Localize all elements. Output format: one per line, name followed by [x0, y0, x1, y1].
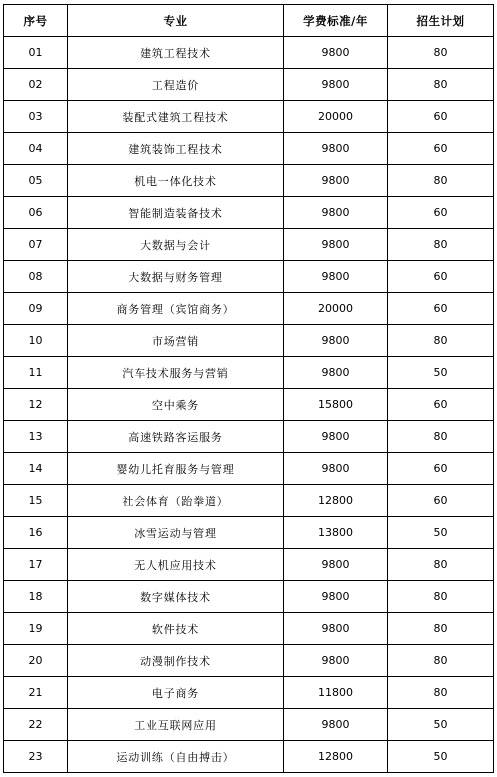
cell-no: 15	[4, 485, 68, 517]
table-row	[4, 645, 494, 677]
cell-fee: 9800	[284, 133, 388, 165]
cell-plan: 60	[388, 133, 494, 165]
header-fee: 学费标准/年	[284, 5, 388, 37]
cell-fee: 20000	[284, 101, 388, 133]
cell-fee: 9800	[284, 69, 388, 101]
table-row	[4, 517, 494, 549]
cell-major: 婴幼儿托育服务与管理	[68, 453, 284, 485]
cell-fee: 9800	[284, 613, 388, 645]
cell-plan: 60	[388, 261, 494, 293]
cell-major: 工程造价	[68, 69, 284, 101]
cell-fee: 15800	[284, 389, 388, 421]
table-row	[4, 101, 494, 133]
cell-major: 市场营销	[68, 325, 284, 357]
cell-plan: 60	[388, 101, 494, 133]
table-row	[4, 453, 494, 485]
cell-major: 机电一体化技术	[68, 165, 284, 197]
cell-fee: 9800	[284, 709, 388, 741]
cell-major: 工业互联网应用	[68, 709, 284, 741]
cell-fee: 9800	[284, 37, 388, 69]
table-row	[4, 581, 494, 613]
cell-plan: 80	[388, 325, 494, 357]
cell-major: 社会体育（跆拳道）	[68, 485, 284, 517]
cell-major: 大数据与财务管理	[68, 261, 284, 293]
table-row	[4, 741, 494, 773]
cell-fee: 9800	[284, 357, 388, 389]
header-no: 序号	[4, 5, 68, 37]
cell-fee: 9800	[284, 325, 388, 357]
cell-no: 06	[4, 197, 68, 229]
cell-no: 01	[4, 37, 68, 69]
cell-plan: 80	[388, 549, 494, 581]
cell-no: 09	[4, 293, 68, 325]
cell-plan: 80	[388, 421, 494, 453]
cell-major: 数字媒体技术	[68, 581, 284, 613]
table-row	[4, 485, 494, 517]
table-row	[4, 357, 494, 389]
cell-no: 08	[4, 261, 68, 293]
cell-major: 高速铁路客运服务	[68, 421, 284, 453]
cell-fee: 12800	[284, 741, 388, 773]
cell-no: 12	[4, 389, 68, 421]
cell-no: 03	[4, 101, 68, 133]
table-row	[4, 261, 494, 293]
cell-no: 18	[4, 581, 68, 613]
cell-plan: 80	[388, 37, 494, 69]
cell-no: 17	[4, 549, 68, 581]
table-row	[4, 293, 494, 325]
cell-fee: 9800	[284, 197, 388, 229]
header-row	[4, 5, 494, 37]
cell-major: 商务管理（宾馆商务）	[68, 293, 284, 325]
cell-no: 02	[4, 69, 68, 101]
cell-fee: 9800	[284, 581, 388, 613]
cell-no: 07	[4, 229, 68, 261]
cell-major: 装配式建筑工程技术	[68, 101, 284, 133]
cell-no: 23	[4, 741, 68, 773]
cell-plan: 80	[388, 677, 494, 709]
cell-major: 无人机应用技术	[68, 549, 284, 581]
table-row	[4, 549, 494, 581]
cell-fee: 9800	[284, 261, 388, 293]
table-row	[4, 133, 494, 165]
table-row	[4, 389, 494, 421]
table-row	[4, 421, 494, 453]
table-row	[4, 677, 494, 709]
cell-plan: 80	[388, 69, 494, 101]
cell-plan: 80	[388, 165, 494, 197]
table-row	[4, 197, 494, 229]
cell-no: 10	[4, 325, 68, 357]
table-row	[4, 37, 494, 69]
table-row	[4, 69, 494, 101]
header-plan: 招生计划	[388, 5, 494, 37]
cell-no: 04	[4, 133, 68, 165]
table-row	[4, 229, 494, 261]
cell-no: 19	[4, 613, 68, 645]
cell-plan: 80	[388, 581, 494, 613]
cell-major: 动漫制作技术	[68, 645, 284, 677]
cell-fee: 9800	[284, 229, 388, 261]
cell-no: 11	[4, 357, 68, 389]
cell-plan: 60	[388, 293, 494, 325]
cell-plan: 80	[388, 645, 494, 677]
cell-major: 建筑装饰工程技术	[68, 133, 284, 165]
cell-plan: 60	[388, 453, 494, 485]
cell-fee: 11800	[284, 677, 388, 709]
cell-major: 电子商务	[68, 677, 284, 709]
cell-no: 13	[4, 421, 68, 453]
cell-fee: 9800	[284, 421, 388, 453]
cell-no: 05	[4, 165, 68, 197]
cell-no: 21	[4, 677, 68, 709]
table-row	[4, 613, 494, 645]
table-body	[4, 37, 494, 773]
cell-no: 20	[4, 645, 68, 677]
cell-major: 冰雪运动与管理	[68, 517, 284, 549]
cell-major: 大数据与会计	[68, 229, 284, 261]
cell-fee: 13800	[284, 517, 388, 549]
cell-no: 22	[4, 709, 68, 741]
cell-plan: 50	[388, 357, 494, 389]
header-major: 专业	[68, 5, 284, 37]
cell-fee: 9800	[284, 645, 388, 677]
cell-plan: 50	[388, 517, 494, 549]
table-row	[4, 325, 494, 357]
cell-fee: 12800	[284, 485, 388, 517]
table-row	[4, 165, 494, 197]
cell-major: 智能制造装备技术	[68, 197, 284, 229]
cell-plan: 50	[388, 741, 494, 773]
cell-major: 空中乘务	[68, 389, 284, 421]
cell-fee: 9800	[284, 549, 388, 581]
table-row	[4, 709, 494, 741]
cell-major: 软件技术	[68, 613, 284, 645]
cell-fee: 20000	[284, 293, 388, 325]
cell-no: 16	[4, 517, 68, 549]
cell-fee: 9800	[284, 453, 388, 485]
cell-plan: 60	[388, 197, 494, 229]
cell-plan: 60	[388, 389, 494, 421]
table-header	[4, 5, 494, 37]
cell-plan: 80	[388, 229, 494, 261]
cell-major: 建筑工程技术	[68, 37, 284, 69]
cell-plan: 50	[388, 709, 494, 741]
cell-no: 14	[4, 453, 68, 485]
cell-major: 运动训练（自由搏击）	[68, 741, 284, 773]
cell-major: 汽车技术服务与营销	[68, 357, 284, 389]
cell-plan: 60	[388, 485, 494, 517]
cell-plan: 80	[388, 613, 494, 645]
enrollment-table	[3, 4, 494, 773]
cell-fee: 9800	[284, 165, 388, 197]
